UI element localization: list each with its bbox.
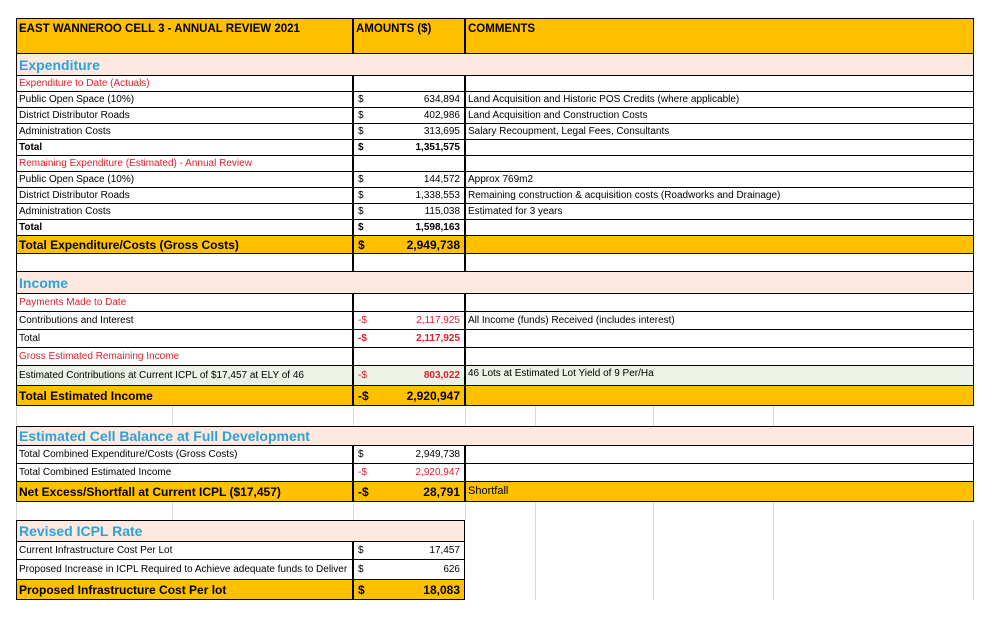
row-label[interactable]: Public Open Space (10%) (16, 172, 353, 188)
amount-cell[interactable] (353, 542, 465, 560)
amount-cell[interactable] (353, 220, 465, 236)
amount-cell[interactable] (353, 172, 465, 188)
amount-value: 626 (443, 563, 460, 575)
amount-cell[interactable] (353, 482, 465, 502)
row-label[interactable]: District Distributor Roads (16, 188, 353, 204)
blank-row (16, 502, 974, 520)
currency-symbol: $ (358, 237, 365, 252)
table-row (16, 312, 974, 330)
currency-symbol: $ (358, 93, 364, 105)
net-shortfall-label[interactable]: Net Excess/Shortfall at Current ICPL ($17,457) (16, 482, 353, 502)
amount-value: 2,920,947 (406, 388, 460, 403)
grid-line (653, 502, 654, 520)
comment-cell[interactable] (465, 140, 974, 156)
amount-cell[interactable] (353, 188, 465, 204)
grid-line (535, 520, 536, 542)
subheading-row (16, 294, 974, 312)
amount-cell[interactable] (353, 446, 465, 464)
amount-cell[interactable] (353, 92, 465, 108)
currency-symbol: $ (358, 189, 364, 201)
grid-line (16, 502, 17, 520)
currency-symbol: $ (358, 109, 364, 121)
grid-line (773, 406, 774, 426)
currency-symbol: $ (358, 544, 364, 556)
grid-line (773, 542, 774, 560)
currency-symbol: $ (358, 221, 364, 233)
gross-remaining-income-label[interactable]: Gross Estimated Remaining Income (16, 348, 353, 366)
amount-value: 402,986 (423, 109, 460, 121)
amount-value: 803,022 (423, 369, 460, 381)
income-section-title[interactable]: Income (16, 272, 974, 294)
grid-line (535, 560, 536, 580)
currency-symbol: $ (358, 141, 364, 153)
cell[interactable] (353, 76, 465, 92)
currency-symbol: $ (358, 582, 365, 597)
grid-line (16, 406, 17, 426)
amount-value: 2,920,947 (415, 466, 460, 478)
total-row (16, 330, 974, 348)
grid-line (773, 560, 774, 580)
grid-line (353, 502, 354, 520)
grid-line (653, 560, 654, 580)
cell[interactable] (353, 254, 465, 272)
grid-line (773, 580, 774, 600)
table-row (16, 366, 974, 386)
row-label[interactable]: Administration Costs (16, 204, 353, 220)
row-label[interactable]: Proposed Increase in ICPL Required to Achieve adequate funds to Deliver (16, 560, 353, 580)
comments-header[interactable]: COMMENTS (465, 18, 974, 54)
grid-line (535, 502, 536, 520)
amount-value: 2,949,738 (406, 237, 460, 252)
amount-value: 313,695 (423, 125, 460, 137)
amount-cell[interactable] (353, 108, 465, 124)
grand-total-row (16, 236, 974, 254)
total-label[interactable]: Total (16, 330, 353, 348)
currency-symbol: -$ (358, 332, 367, 344)
row-label[interactable]: Total Combined Estimated Income (16, 464, 353, 482)
table-row (16, 542, 974, 560)
grid-line (465, 502, 466, 520)
subheading-row (16, 348, 974, 366)
total-row (16, 220, 974, 236)
comment-cell[interactable]: Approx 769m2 (465, 172, 974, 188)
expenditure-section-row (16, 54, 974, 76)
expenditure-to-date-label[interactable]: Expenditure to Date (Actuals) (16, 76, 353, 92)
comment-cell[interactable]: Estimated for 3 years (465, 204, 974, 220)
total-label[interactable]: Total (16, 220, 353, 236)
total-expenditure-label[interactable]: Total Expenditure/Costs (Gross Costs) (16, 236, 353, 254)
remaining-expenditure-label[interactable]: Remaining Expenditure (Estimated) - Annual Review (16, 156, 353, 172)
grid-line (353, 406, 354, 426)
cell[interactable] (465, 348, 974, 366)
amount-value: 1,598,163 (415, 221, 460, 233)
comment-cell[interactable]: Salary Recoupment, Legal Fees, Consultants (465, 124, 974, 140)
row-label[interactable]: Contributions and Interest (16, 312, 353, 330)
total-income-label[interactable]: Total Estimated Income (16, 386, 353, 406)
grid-line (535, 580, 536, 600)
cell[interactable] (353, 294, 465, 312)
currency-symbol: $ (358, 173, 364, 185)
comment-cell[interactable]: Land Acquisition and Historic POS Credits (where applicable) (465, 92, 974, 108)
grid-line (653, 520, 654, 542)
row-label[interactable]: Public Open Space (10%) (16, 92, 353, 108)
amount-cell[interactable] (353, 464, 465, 482)
amount-cell[interactable] (353, 386, 465, 406)
row-label[interactable]: Estimated Contributions at Current ICPL of $17,457 at ELY of 46 (16, 366, 353, 386)
grid-line (172, 502, 173, 520)
currency-symbol: -$ (358, 466, 367, 478)
grid-line (973, 542, 974, 560)
currency-symbol: -$ (358, 314, 367, 326)
comment-cell[interactable] (465, 446, 974, 464)
amount-value: 28,791 (423, 484, 460, 499)
comment-cell[interactable]: Land Acquisition and Construction Costs (465, 108, 974, 124)
row-label[interactable]: District Distributor Roads (16, 108, 353, 124)
balance-section-row (16, 426, 974, 446)
amount-cell[interactable] (353, 312, 465, 330)
table-row (16, 172, 974, 188)
grid-line (973, 520, 974, 542)
grid-line (773, 502, 774, 520)
table-row (16, 204, 974, 220)
grid-line (465, 406, 466, 426)
table-row (16, 124, 974, 140)
comment-cell[interactable] (465, 330, 974, 348)
table-row (16, 464, 974, 482)
cell[interactable] (465, 76, 974, 92)
cell[interactable] (353, 156, 465, 172)
table-row (16, 92, 974, 108)
grid-line (535, 406, 536, 426)
amount-value: 2,949,738 (415, 448, 460, 460)
row-label[interactable]: Administration Costs (16, 124, 353, 140)
amount-value: 1,338,553 (415, 189, 460, 201)
subheading-row (16, 76, 974, 92)
amount-value: 1,351,575 (415, 141, 460, 153)
icpl-section-row (16, 520, 974, 542)
currency-symbol: -$ (358, 369, 367, 381)
amount-cell[interactable] (353, 140, 465, 156)
amount-cell[interactable] (353, 236, 465, 254)
grand-total-row (16, 386, 974, 406)
amount-value: 2,117,925 (416, 332, 460, 344)
amount-value: 17,457 (429, 544, 460, 556)
comment-cell[interactable] (465, 236, 974, 254)
income-section-row (16, 272, 974, 294)
table-row (16, 108, 974, 124)
amount-value: 115,038 (424, 205, 460, 217)
header-row (16, 18, 974, 54)
blank-row (16, 254, 974, 272)
amount-value: 634,894 (423, 93, 460, 105)
comment-cell[interactable]: 46 Lots at Estimated Lot Yield of 9 Per/Ha (465, 366, 974, 386)
blank-row (16, 406, 974, 426)
cell[interactable] (16, 254, 353, 272)
proposed-cost-label[interactable]: Proposed Infrastructure Cost Per lot (16, 580, 353, 600)
amount-cell[interactable] (353, 204, 465, 220)
grid-line (773, 520, 774, 542)
currency-symbol: $ (358, 563, 364, 575)
balance-section-title[interactable]: Estimated Cell Balance at Full Development (16, 426, 974, 446)
currency-symbol: $ (358, 125, 364, 137)
amount-cell[interactable] (353, 560, 465, 580)
grand-total-row (16, 482, 974, 502)
cell[interactable] (465, 254, 974, 272)
amounts-header[interactable]: AMOUNTS ($) (353, 18, 465, 54)
grid-line (653, 580, 654, 600)
sheet-title[interactable]: EAST WANNEROO CELL 3 - ANNUAL REVIEW 2021 (16, 18, 353, 54)
grid-line (973, 560, 974, 580)
amount-cell[interactable] (353, 330, 465, 348)
currency-symbol: -$ (358, 484, 369, 499)
row-label[interactable]: Total Combined Expenditure/Costs (Gross Costs) (16, 446, 353, 464)
comment-cell[interactable]: Remaining construction & acquisition costs (Roadworks and Drainage) (465, 188, 974, 204)
grid-line (973, 580, 974, 600)
grid-line (172, 406, 173, 426)
subheading-row (16, 156, 974, 172)
grand-total-row (16, 580, 974, 600)
comment-cell[interactable] (465, 464, 974, 482)
amount-value: 2,117,925 (416, 314, 460, 326)
grid-line (535, 542, 536, 560)
expenditure-section-title[interactable]: Expenditure (16, 54, 974, 76)
total-label[interactable]: Total (16, 140, 353, 156)
table-row (16, 188, 974, 204)
cell[interactable] (465, 156, 974, 172)
cell[interactable] (353, 348, 465, 366)
amount-value: 144,572 (423, 173, 460, 185)
icpl-section-title[interactable]: Revised ICPL Rate (16, 520, 465, 542)
amount-cell[interactable] (353, 580, 465, 600)
currency-symbol: -$ (358, 388, 369, 403)
table-row (16, 560, 974, 580)
currency-symbol: $ (358, 448, 364, 460)
comment-cell[interactable] (465, 220, 974, 236)
comment-cell[interactable]: All Income (funds) Received (includes interest) (465, 312, 974, 330)
amount-cell[interactable] (353, 124, 465, 140)
shortfall-comment[interactable]: Shortfall (465, 482, 974, 502)
grid-line (653, 406, 654, 426)
currency-symbol: $ (358, 205, 364, 217)
grid-line (653, 542, 654, 560)
cell[interactable] (465, 294, 974, 312)
comment-cell[interactable] (465, 386, 974, 406)
row-label[interactable]: Current Infrastructure Cost Per Lot (16, 542, 353, 560)
table-row (16, 446, 974, 464)
amount-cell[interactable] (353, 366, 465, 386)
payments-made-label[interactable]: Payments Made to Date (16, 294, 353, 312)
amount-value: 18,083 (423, 582, 460, 597)
total-row (16, 140, 974, 156)
